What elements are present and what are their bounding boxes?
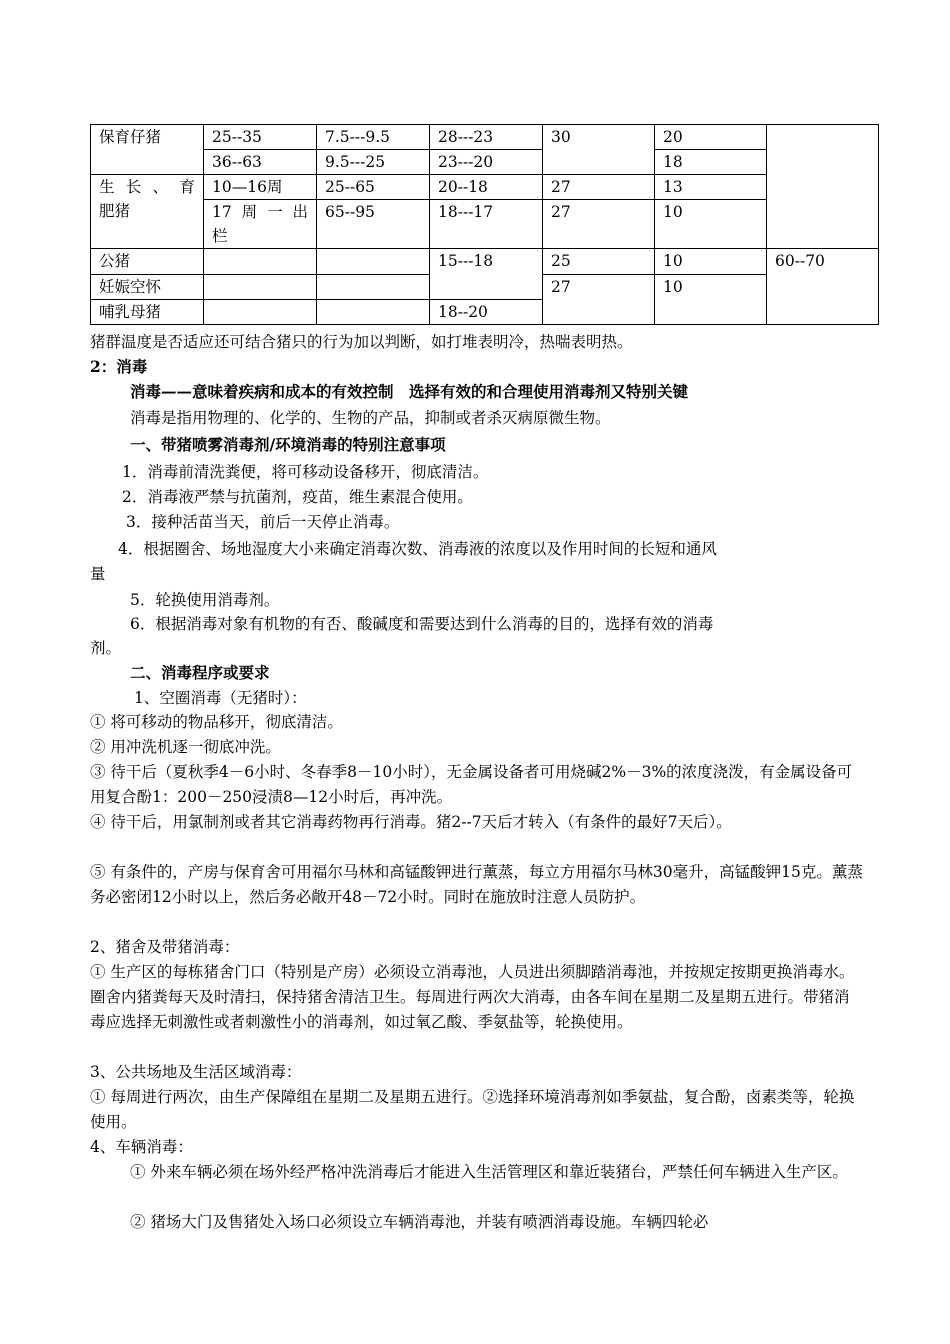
table-cell: 20: [655, 125, 767, 150]
table-cell: [317, 275, 430, 300]
list-item: ① 每周进行两次，由生产保障组在星期二及星期五进行。②选择环境消毒剂如季氨盐，复合酚，卤素类等，轮换使用。: [90, 1088, 855, 1131]
table-cell: 保育仔猪: [91, 125, 204, 175]
table-row: [91, 125, 879, 150]
table-cell: 27: [543, 200, 655, 249]
list-item: 4．根据圈舍、场地湿度大小来确定消毒次数、消毒液的浓度以及作用时间的长短和通风: [118, 540, 717, 558]
table-cell: 9.5---25: [317, 150, 430, 175]
cell-line: 生长、育: [99, 178, 195, 196]
table-cell: 27: [543, 175, 655, 200]
table-cell: 28---23: [430, 125, 543, 150]
list-item: ① 将可移动的物品移开，彻底清洁。: [90, 713, 343, 731]
table-cell: 27: [543, 275, 655, 325]
table-cell: 妊娠空怀: [91, 275, 204, 300]
table-cell: 10: [655, 249, 767, 275]
list-item: ② 猪场大门及售猪处入场口必须设立车辆消毒池，并装有喷洒消毒设施。车辆四轮必: [130, 1213, 709, 1231]
table-cell: 7.5---9.5: [317, 125, 430, 150]
table-cell: 10: [655, 275, 767, 325]
list-item: ① 外来车辆必须在场外经严格冲洗消毒后才能进入生活管理区和靠近装猪台，严禁任何车辆进入生产区。: [130, 1163, 848, 1181]
sub-heading: 2、猪舍及带猪消毒：: [90, 938, 240, 956]
list-item: ② 用冲洗机逐一彻底冲洗。: [90, 738, 281, 756]
table-cell: 13: [655, 175, 767, 200]
table-cell: 25--65: [317, 175, 430, 200]
cell-line: 肥猪: [99, 202, 131, 220]
section-heading: 2：消毒: [90, 357, 148, 376]
list-item: 3．接种活苗当天，前后一天停止消毒。: [126, 513, 400, 531]
section-heading: 二、消毒程序或要求: [130, 663, 270, 682]
list-item: 2．消毒液严禁与抗菌剂，疫苗，维生素混合使用。: [122, 488, 473, 506]
table-cell: 25--35: [204, 125, 317, 150]
list-item: 5．轮换使用消毒剂。: [130, 591, 280, 609]
table-cell: 60--70: [767, 249, 879, 325]
table-cell: [767, 125, 879, 249]
table-cell: 25: [543, 249, 655, 275]
table-cell: [204, 300, 317, 325]
subtitle: 消毒——意味着疾病和成本的有效控制 选择有效的和合理使用消毒剂又特别关键: [130, 382, 689, 401]
list-item: 6．根据消毒对象有机物的有否、酸碱度和需要达到什么消毒的目的，选择有效的消毒: [130, 615, 714, 633]
sub-heading: 1、空圈消毒（无猪时）：: [134, 689, 307, 707]
sub-heading: 3、公共场地及生活区域消毒：: [90, 1063, 302, 1081]
table-row: [91, 200, 879, 249]
list-item-continuation: 量: [90, 565, 106, 583]
table-row: [91, 150, 879, 175]
list-item: 1．消毒前清洗粪便，将可移动设备移开，彻底清洁。: [122, 463, 489, 481]
table-cell: [204, 249, 317, 275]
cell-line: 17周一出: [212, 203, 308, 221]
table-cell: 15---18: [430, 249, 543, 300]
list-item: ① 生产区的每栋猪舍门口（特别是产房）必须设立消毒池，人员进出须脚踏消毒池，并按规定按期更换消毒水。圈舍内猪粪每天及时清扫，保持猪舍清洁卫生。每周进行两次大消毒，由各车间在星期二及星期五进行。带猪消毒应选择无刺激性或者刺激性小的消毒剂，如过氧乙酸、季氨盐等，轮换使用。: [90, 963, 855, 1031]
table-cell: 23---20: [430, 150, 543, 175]
cell-line: 栏: [212, 227, 228, 245]
list-item-continuation: 剂。: [90, 639, 122, 657]
paragraph: 消毒是指用物理的、化学的、生物的产品，抑制或者杀灭病原微生物。: [130, 409, 611, 427]
table-cell: 20--18: [430, 175, 543, 200]
list-item: ③ 待干后（夏秋季4－6小时、冬春季8－10小时），无金属设备者可用烧碱2%－3%的浓度浇泼，有金属设备可用复合酚1：200－250浸渍8—12小时后，再冲洗。: [90, 763, 853, 806]
table-cell: 公猪: [91, 249, 204, 275]
table-cell: 10: [655, 200, 767, 249]
housing-environment-table: [90, 124, 879, 325]
list-item: ⑤ 有条件的，产房与保育舍可用福尔马林和高锰酸钾进行薰蒸，每立方用福尔马林30毫升，高锰酸钾15克。薰蒸务必密闭12小时以上，然后务必敞开48－72小时。同时在施放时注意人员防护。: [90, 863, 863, 906]
table-cell: 10—16周: [204, 175, 317, 200]
table-cell: [204, 275, 317, 300]
section-heading: 一、带猪喷雾消毒剂/环境消毒的特别注意事项: [130, 435, 446, 454]
table-cell: 36--63: [204, 150, 317, 175]
table-cell: 18--20: [430, 300, 543, 325]
list-item: ④ 待干后，用氯制剂或者其它消毒药物再行消毒。猪2--7天后才转入（有条件的最好7天后）。: [90, 813, 732, 831]
table-cell: 哺乳母猪: [91, 300, 204, 325]
table-cell: [317, 300, 430, 325]
table-cell: [317, 249, 430, 275]
paragraph: 猪群温度是否适应还可结合猪只的行为加以判断，如打堆表明冷，热喘表明热。: [90, 333, 633, 351]
table-row: [91, 175, 879, 200]
table-cell: 18---17: [430, 200, 543, 249]
sub-heading: 4、车辆消毒：: [90, 1138, 193, 1156]
table-row: [91, 249, 879, 275]
table-cell: 30: [543, 125, 655, 175]
table-cell: 18: [655, 150, 767, 175]
table-cell: [204, 200, 317, 249]
table-cell: 65--95: [317, 200, 430, 249]
table-cell: [91, 175, 204, 249]
